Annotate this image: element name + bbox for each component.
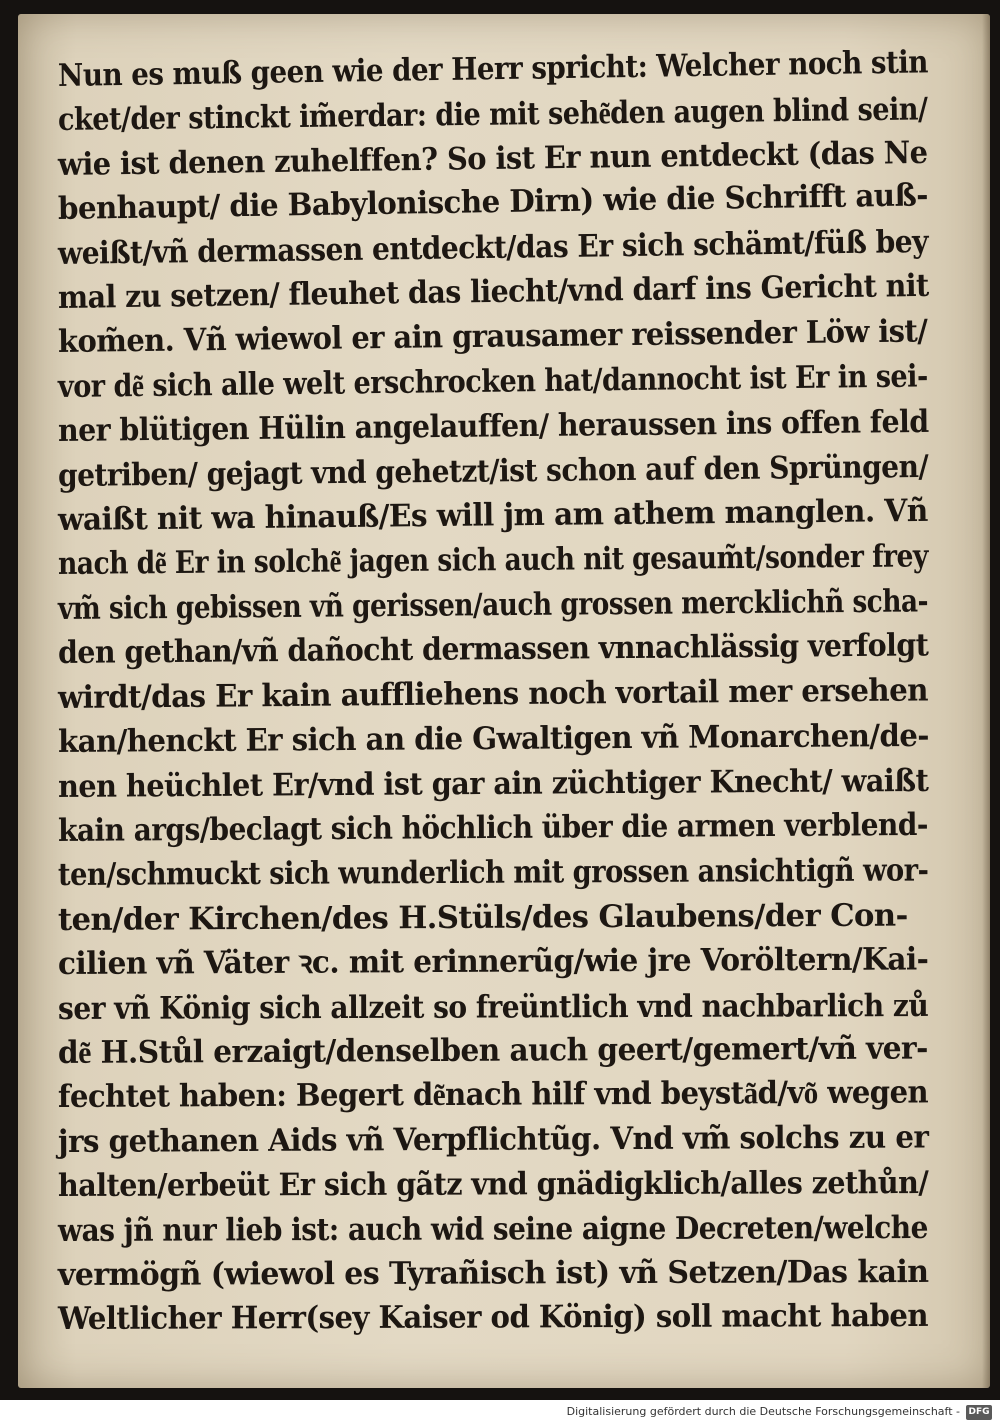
- text-line: wie ist denen zuhelffen? So ist Er nun entdeckt (das Ne: [57, 134, 928, 183]
- footer-bar: [0, 1400, 1000, 1426]
- text-line: ten/der Kirchen/des H.Stüls/des Glaubens/der Con-: [57, 897, 908, 938]
- text-line: was jñ nur lieb ist: auch wid seine aigne Decreten/welche: [57, 1209, 928, 1249]
- text-line: kan/henckt Er sich an die Gwaltigen vñ Monarchen/de-: [57, 718, 929, 761]
- page-text: [57, 44, 938, 1342]
- text-line: ten/schmuckt sich wunderlich mit grossen ansichtigñ wor-: [57, 852, 929, 894]
- text-line: ner blütigen Hülin angelauffen/ heraussen ins offen feld: [57, 404, 929, 450]
- page-edge-shadow: [982, 14, 990, 1388]
- text-line: kom̃en. Vñ wiewol er ain grausamer reissender Löw ist/: [57, 313, 928, 361]
- text-line: nach de͂ Er in solche͂ jagen sich auch nit gesaum̃t/sonder frey: [57, 538, 929, 583]
- text-line: mal zu setzen/ fleuhet das liecht/vnd darf ins Gericht nit: [57, 267, 929, 317]
- dfg-logo: DFG: [966, 1405, 992, 1420]
- text-line: nen heüchlet Er/vnd ist gar ain züchtiger Knecht/ waißt: [57, 762, 929, 805]
- text-line: Nun es muß geen wie der Herr spricht: Welcher noch stin: [57, 44, 929, 94]
- text-line: benhaupt/ die Babylonische Dirn) wie die Schrifft auß-: [57, 177, 929, 228]
- text-line: ser vñ König sich allzeit so freüntlich vnd nachbarlich zů: [57, 987, 929, 1027]
- text-line: kain args/beclagt sich höchlich über die armen verblend-: [57, 806, 929, 849]
- digitization-credit: Digitalisierung gefördert durch die Deutsche Forschungsgemeinschaft -: [566, 1405, 960, 1418]
- text-line: vor de͂ sich alle welt erschrocken hat/dannocht ist Er in sei-: [57, 358, 928, 405]
- text-line: vm̃ sich gebissen vñ gerissen/auch grossen mercklichñ scha-: [57, 583, 929, 627]
- text-line: den gethan/vñ dañocht dermassen vnnachlässig verfolgt: [57, 627, 929, 672]
- text-line: Weltlicher Herr(sey Kaiser od König) soll macht haben: [57, 1298, 929, 1338]
- text-line: waißt nit wa hinauß/Es will jm am athem manglen. Vñ: [57, 492, 928, 539]
- text-line: weißt/vñ dermassen entdeckt/das Er sich schämt/füß bey: [57, 223, 929, 272]
- text-line: wirdt/das Er kain auffliehens noch vortail mer ersehen: [57, 672, 929, 716]
- text-line: cilien vñ Väter ꝛc. mit erinnerũg/wie jre Voröltern/Kai-: [57, 941, 929, 983]
- text-line: halten/erbeüt Er sich gãtz vnd gnädigklich/alles zethůn/: [57, 1165, 929, 1205]
- text-line: cket/der stinckt im̃erdar: die mit sehe͂den augen blind sein/: [57, 91, 928, 139]
- book-page: [18, 14, 990, 1388]
- text-line: fechtet haben: Begert de͂nach hilf vnd beysta͂d/vo͂ wegen: [57, 1074, 929, 1116]
- text-line: jrs gethanen Aids vñ Verpflichtũg. Vnd vm̃ solchs zu er: [57, 1119, 929, 1160]
- text-line: getriben/ gejagt vnd gehetzt/ist schon auf den Sprüngen/: [57, 448, 929, 494]
- text-line: vermögñ (wiewol es Tyrañisch ist) vñ Setzen/Das kain: [57, 1253, 929, 1293]
- text-line: de͂ H.Stůl erzaigt/denselben auch geert/gemert/vñ ver-: [57, 1030, 928, 1071]
